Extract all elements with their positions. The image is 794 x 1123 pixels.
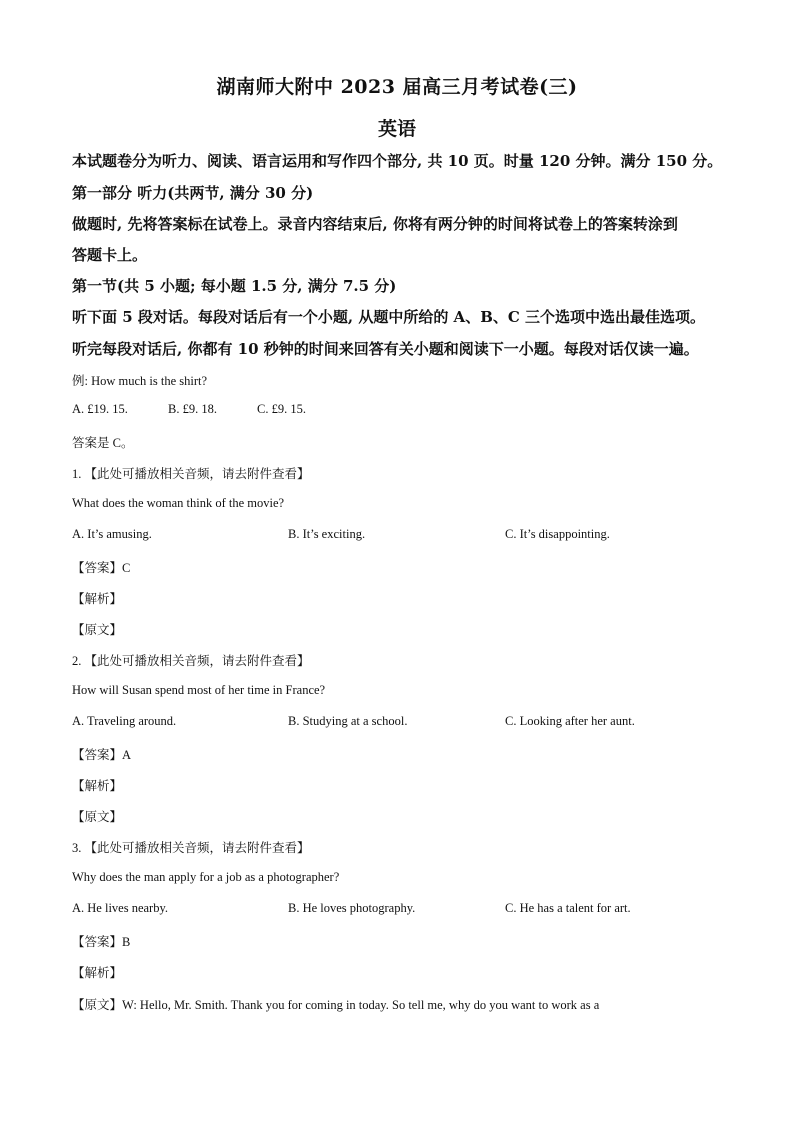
exam-title: 湖南师大附中 2023 届高三月考试卷(三) xyxy=(216,76,578,98)
audio-placeholder: 3. 【此处可播放相关音频，请去附件查看】 xyxy=(72,841,310,855)
option-a: A. Traveling around. xyxy=(72,714,177,728)
intro-line: 本试题卷分为听力、阅读、语言运用和写作四个部分, 共 10 页。时量 120 分钟。满分 150 分。 xyxy=(72,152,723,170)
option-c: C. Looking after her aunt. xyxy=(505,714,635,728)
question-text: How will Susan spend most of her time in France? xyxy=(72,683,326,697)
instruction-line: 听完每段对话后, 你都有 10 秒钟的时间来回答有关小题和阅读下一小题。每段对话仅读一遍。 xyxy=(72,340,699,358)
part-heading: 第一部分 听力(共两节, 满分 30 分) xyxy=(72,184,314,202)
answer-label: 【答案】C xyxy=(72,561,131,575)
original-label: 【原文】 xyxy=(72,623,123,637)
instruction-line: 听下面 5 段对话。每段对话后有一个小题, 从题中所给的 A、B、C 三个选项中选出最佳选项。 xyxy=(72,308,706,326)
option-b: B. £9. 18. xyxy=(168,402,217,416)
instruction-line: 做题时, 先将答案标在试卷上。录音内容结束后, 你将有两分钟的时间将试卷上的答案转涂到 xyxy=(72,215,678,233)
option-c: C. He has a talent for art. xyxy=(505,901,631,915)
example-question: 例: How much is the shirt? xyxy=(72,374,208,388)
answer-label: 【答案】A xyxy=(72,748,132,762)
question-text: What does the woman think of the movie? xyxy=(72,496,285,510)
option-a: A. It’s amusing. xyxy=(72,527,152,541)
example-answer: 答案是 C。 xyxy=(72,436,134,450)
option-b: B. Studying at a school. xyxy=(288,714,408,728)
option-b: B. He loves photography. xyxy=(288,901,416,915)
section-heading: 第一节(共 5 小题; 每小题 1.5 分, 满分 7.5 分) xyxy=(72,277,397,295)
analysis-label: 【解析】 xyxy=(72,592,123,606)
question-text: Why does the man apply for a job as a photographer? xyxy=(72,870,340,884)
audio-placeholder: 1. 【此处可播放相关音频，请去附件查看】 xyxy=(72,467,310,481)
original-label: 【原文】 xyxy=(72,810,123,824)
option-b: B. It’s exciting. xyxy=(288,527,366,541)
instruction-line: 答题卡上。 xyxy=(72,246,148,264)
option-c: C. £9. 15. xyxy=(257,402,306,416)
audio-placeholder: 2. 【此处可播放相关音频，请去附件查看】 xyxy=(72,654,310,668)
exam-subject: 英语 xyxy=(377,118,416,140)
analysis-label: 【解析】 xyxy=(72,966,123,980)
option-c: C. It’s disappointing. xyxy=(505,527,610,541)
original-transcript: 【原文】W: Hello, Mr. Smith. Thank you for coming in today. So tell me, why do you want to work as a xyxy=(72,998,600,1012)
analysis-label: 【解析】 xyxy=(72,779,123,793)
answer-label: 【答案】B xyxy=(72,935,131,949)
option-a: A. £19. 15. xyxy=(72,402,128,416)
option-a: A. He lives nearby. xyxy=(72,901,169,915)
